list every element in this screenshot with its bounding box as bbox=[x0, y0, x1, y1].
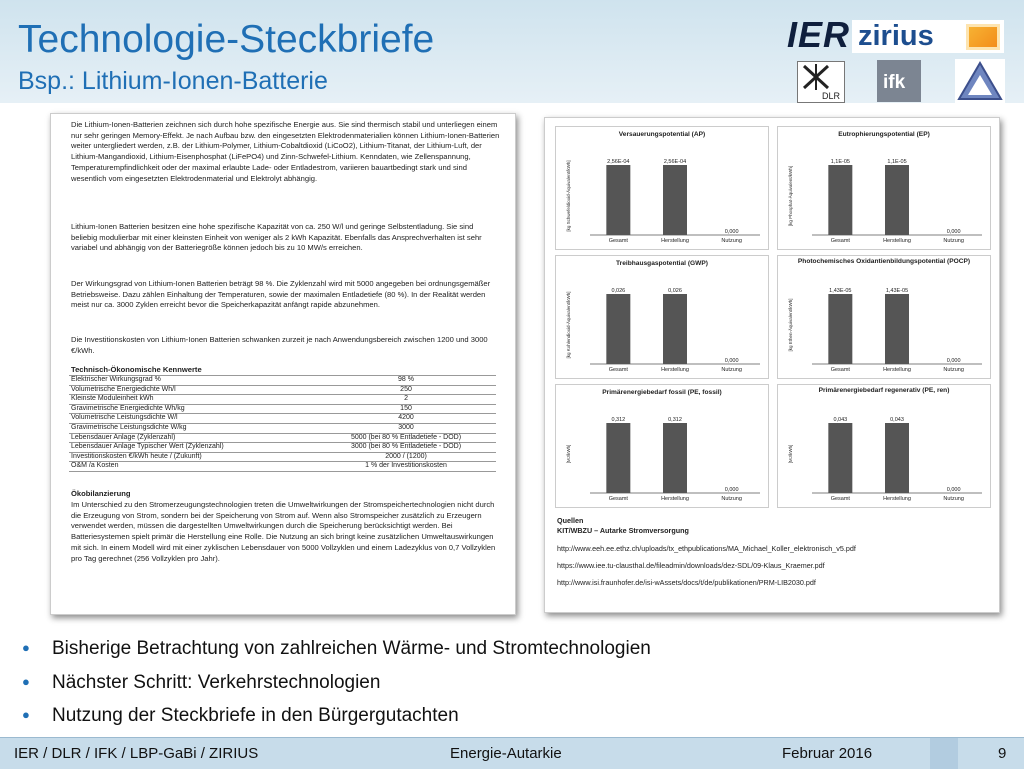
tick-label: Nutzung bbox=[721, 367, 742, 373]
kennwert-value: 98 % bbox=[316, 376, 496, 386]
bar bbox=[828, 165, 852, 235]
table-row bbox=[69, 395, 496, 405]
steckbrief-charts-page bbox=[544, 117, 1000, 613]
quellen-link-1[interactable]: http://www.eeh.ee.ethz.ch/uploads/tx_ethpublications/MA_Michael_Koller_elektronisch_v5.pdf bbox=[557, 544, 856, 553]
tick-label: Herstellung bbox=[661, 238, 689, 244]
tick-label: Herstellung bbox=[883, 238, 911, 244]
tick-label: Nutzung bbox=[943, 238, 964, 244]
table-row bbox=[69, 414, 496, 424]
table-row bbox=[69, 443, 496, 453]
zirius-logo-text: zirius bbox=[858, 20, 934, 52]
data-label: 2,56E-04 bbox=[663, 159, 687, 165]
chart-plot bbox=[556, 256, 768, 378]
table-row bbox=[69, 404, 496, 414]
bar-chart bbox=[555, 384, 769, 508]
para-efficiency: Der Wirkungsgrad von Lithium-Ionen Batterien beträgt 98 %. Die Zyklenzahl wird mit 5000 angegeben bei ordnungsgemäßer Betriebsweise. Dazu zählen Einhaltung der Temperaturen, sowie der maximalen Entladetiefe (80 %). In der Realität werden meist nur ca. 3000 Zyklen erreicht bevor die Speicherkapazität anfängt rapide abzunehmen. bbox=[71, 279, 491, 310]
kennwert-value: 2000 / (1200) bbox=[316, 452, 496, 462]
data-label: 0,000 bbox=[946, 487, 961, 493]
table-row bbox=[69, 385, 496, 395]
slide-title: Technologie-Steckbriefe bbox=[18, 18, 435, 61]
data-label: 0,026 bbox=[611, 288, 626, 294]
data-label: 2,56E-04 bbox=[607, 159, 630, 165]
oeko-heading: Ökobilanzierung bbox=[71, 489, 131, 498]
bar-chart bbox=[777, 126, 991, 250]
quellen-heading: Quellen bbox=[557, 516, 584, 525]
quellen-link-2[interactable]: https://www.iee.tu-clausthal.de/fileadmin/downloads/dez-SDL/09-Klaus_Kraemer.pdf bbox=[557, 561, 825, 570]
y-axis-label: [MJ/kWh] bbox=[788, 444, 793, 464]
triangle-icon bbox=[955, 59, 1005, 103]
data-label: 0,312 bbox=[668, 417, 682, 423]
kennwert-label: Investitionskosten €/kWh heute / (Zukunft) bbox=[69, 452, 316, 462]
zirius-square-icon bbox=[966, 24, 1000, 50]
slide-header bbox=[0, 0, 1024, 103]
bar bbox=[606, 423, 630, 493]
data-label: 0,026 bbox=[668, 288, 682, 294]
bar-chart bbox=[777, 384, 991, 508]
kennwert-label: Volumetrische Leistungsdichte W/l bbox=[69, 414, 316, 424]
bullet-dot-icon: ● bbox=[22, 707, 30, 722]
data-label: 0,000 bbox=[724, 487, 739, 493]
bullet-text: Bisherige Betrachtung von zahlreichen Wärme- und Stromtechnologien bbox=[52, 638, 651, 659]
kennwert-value: 3000 (bei 80 % Entladetiefe - DOD) bbox=[316, 443, 496, 453]
bar-chart bbox=[555, 126, 769, 250]
tick-label: Nutzung bbox=[943, 367, 964, 373]
y-axis-label: [kg Schwefeldioxid-Äquivalent/kWh] bbox=[566, 160, 571, 232]
kennwert-label: Volumetrische Energiedichte Wh/l bbox=[69, 385, 316, 395]
table-row bbox=[69, 423, 496, 433]
quellen-source: KIT/WBZU – Autarke Stromversorgung bbox=[557, 526, 689, 535]
quellen-link-3[interactable]: http://www.isi.fraunhofer.de/isi-wAssets/docs/t/de/publikationen/PRM-LIB2030.pdf bbox=[557, 578, 816, 587]
bar-chart bbox=[555, 255, 769, 379]
y-axis-label: [kg Ethen-Äquivalent/kWh] bbox=[788, 298, 793, 352]
slide-footer bbox=[0, 737, 1024, 769]
para-intro: Die Lithium-Ionen-Batterien zeichnen sich durch hohe spezifische Energie aus. Sie sind thermisch stabil und unterliegen einem nur sehr geringen Memory-Effekt. Je nach Aufbau bzw. den eingesetzten Elektrodenmaterialien können Lithium-Ionen-Batterien weiter untergliedert werden, z.B. der Lithium-Polymer, Lithium-Cobaltdioxid (LiCoO2), Lithium-Titanat, der Lithium-Luft, der Lithium-Mangandioxid, Lithium-Eisenphosphat (LiFePO4) und Zinn-Schwefel-Lithium. Kenndaten, wie Zellenspannung, Temperaturempfindlichkeit oder der maximal erlaubte Lade- oder Entladestrom, variieren bauartbedingt stark und sind wesentlich vom eingesetzten Elektrodenmaterial und Elektrolyt abhängig. bbox=[71, 120, 500, 183]
footer-date: Februar 2016 bbox=[782, 745, 873, 762]
data-label: 0,043 bbox=[890, 417, 904, 423]
bullet-text: Nutzung der Steckbriefe in den Bürgergutachten bbox=[52, 705, 459, 726]
kennwert-value: 250 bbox=[316, 385, 496, 395]
footer-topic: Energie-Autarkie bbox=[450, 745, 562, 762]
kennwert-label: Gravimetrische Energiedichte Wh/kg bbox=[69, 404, 316, 414]
chart-title: Eutrophierungspotential (EP) bbox=[838, 131, 930, 138]
bullet-item bbox=[22, 704, 459, 727]
ier-logo: IER bbox=[787, 14, 851, 55]
lbp-gabi-logo bbox=[955, 59, 1005, 103]
bar bbox=[606, 294, 630, 364]
chart-title: Photochemisches Oxidantienbildungspotential (POCP) bbox=[797, 258, 971, 265]
chart-title: Versauerungspotential (AP) bbox=[618, 131, 706, 138]
zirius-logo bbox=[852, 20, 1004, 53]
bar bbox=[606, 165, 630, 235]
bar bbox=[828, 423, 852, 493]
kennwert-value: 150 bbox=[316, 404, 496, 414]
table-heading: Technisch-Ökonomische Kennwerte bbox=[71, 365, 202, 374]
data-label: 1,1E-05 bbox=[887, 159, 907, 165]
tick-label: Gesamt bbox=[608, 367, 628, 373]
bullet-item bbox=[22, 637, 651, 660]
steckbrief-text-page bbox=[50, 113, 516, 615]
chart-plot bbox=[778, 127, 990, 249]
para-capacity: Lithium-Ionen Batterien besitzen eine hohe spezifische Kapazität von ca. 250 W/l und geringe Selbstentladung. Sie sind beliebig modulierbar mit einer kleinsten Einheit von weniger als 2 kWh Kapazität. Ebenfalls das Ansprechverhalten ist sehr variabel und abhängig von der Batteriegröße können jedoch bis zu 10 MW/s erreichen. bbox=[71, 222, 482, 253]
kennwert-value: 2 bbox=[316, 395, 496, 405]
footer-institutions: IER / DLR / IFK / LBP-GaBi / ZIRIUS bbox=[14, 745, 259, 762]
tick-label: Gesamt bbox=[608, 238, 628, 244]
tick-label: Gesamt bbox=[830, 496, 850, 502]
kennwert-label: Lebensdauer Anlage Typischer Wert (Zyklenzahl) bbox=[69, 443, 316, 453]
bar bbox=[885, 165, 909, 235]
kennwert-label: O&M /a Kosten bbox=[69, 462, 316, 472]
page-number: 9 bbox=[998, 745, 1007, 762]
data-label: 0,000 bbox=[724, 358, 739, 364]
dlr-text: DLR bbox=[822, 91, 841, 101]
tick-label: Herstellung bbox=[883, 496, 911, 502]
kennwert-label: Gravimetrische Leistungsdichte W/kg bbox=[69, 423, 316, 433]
tick-label: Nutzung bbox=[721, 496, 742, 502]
bullet-item bbox=[22, 671, 380, 694]
dlr-logo bbox=[797, 61, 845, 103]
data-label: 0,000 bbox=[946, 229, 961, 235]
y-axis-label: [MJ/kWh] bbox=[566, 444, 571, 464]
table-row bbox=[69, 376, 496, 386]
bar bbox=[663, 294, 687, 364]
bar bbox=[663, 423, 687, 493]
chart-plot bbox=[556, 127, 768, 249]
bullet-dot-icon: ● bbox=[22, 674, 30, 689]
slide-subtitle: Bsp.: Lithium-Ionen-Batterie bbox=[18, 67, 328, 95]
kennwerte-table bbox=[69, 375, 496, 472]
table-row bbox=[69, 452, 496, 462]
chart-title: Treibhausgaspotential (GWP) bbox=[616, 260, 708, 267]
data-label: 0,000 bbox=[724, 229, 739, 235]
table-row bbox=[69, 462, 496, 472]
oeko-text: Im Unterschied zu den Stromerzeugungstechnologien treten die Umweltwirkungen der Stromspeichertechnologien nicht durch die Erzeugung von Strom, sondern bei der Speicherung von Strom auf. Wenn also Stromspeicher zusätzlich zu Erzeugern verwendet werden, müssen die dargestellten Umweltwirkungen durch die Speicherung berücksichtigt werden. Bei Batteriesystemen spielt primär die Herstellung eine Rolle. Die Nutzung an sich bringt keine zusätzlichen Umweltauswirkungen mit sich. In einem Modell wird mit einer zyklischen Lebensdauer von 5000 Vollzyklen und einem Ladezyklus von 0,7 Vollzyklen pro Tag gerechnet (256 Vollzyklen pro Jahr). bbox=[71, 500, 496, 563]
bar bbox=[828, 294, 852, 364]
tick-label: Nutzung bbox=[721, 238, 742, 244]
chart-plot bbox=[778, 256, 990, 378]
data-label: 1,43E-05 bbox=[829, 288, 852, 294]
table-row bbox=[69, 433, 496, 443]
ifk-logo bbox=[877, 60, 921, 102]
tick-label: Nutzung bbox=[943, 496, 964, 502]
bar bbox=[663, 165, 687, 235]
tick-label: Gesamt bbox=[830, 367, 850, 373]
chart-title: Primärenergiebedarf fossil (PE, fossil) bbox=[602, 389, 722, 396]
y-axis-label: [kg Phosphat-Äquivalent/kWh] bbox=[788, 165, 793, 227]
ifk-text: ifk bbox=[883, 72, 906, 93]
tick-label: Herstellung bbox=[661, 367, 689, 373]
y-axis-label: [kg Kohlendioxid-Äquivalent/kWh] bbox=[566, 291, 571, 359]
bullet-dot-icon: ● bbox=[22, 640, 30, 655]
data-label: 0,000 bbox=[946, 358, 961, 364]
footer-accent-box bbox=[930, 738, 958, 769]
tick-label: Gesamt bbox=[830, 238, 850, 244]
kennwert-value: 4200 bbox=[316, 414, 496, 424]
bar bbox=[885, 294, 909, 364]
bar-chart bbox=[777, 255, 991, 379]
tick-label: Herstellung bbox=[883, 367, 911, 373]
tick-label: Gesamt bbox=[608, 496, 628, 502]
kennwert-value: 3000 bbox=[316, 423, 496, 433]
kennwert-value: 5000 (bei 80 % Entladetiefe - DOD) bbox=[316, 433, 496, 443]
data-label: 1,43E-05 bbox=[885, 288, 909, 294]
bullet-text: Nächster Schritt: Verkehrstechnologien bbox=[52, 672, 381, 693]
chart-plot bbox=[556, 385, 768, 507]
bar bbox=[885, 423, 909, 493]
data-label: 1,1E-05 bbox=[830, 159, 850, 165]
data-label: 0,312 bbox=[611, 417, 626, 423]
kennwert-label: Kleinste Moduleinheit kWh bbox=[69, 395, 316, 405]
data-label: 0,043 bbox=[833, 417, 848, 423]
kennwert-value: 1 % der Investitionskosten bbox=[316, 462, 496, 472]
tick-label: Herstellung bbox=[661, 496, 689, 502]
dlr-emblem-icon bbox=[798, 62, 844, 102]
chart-title: Primärenergiebedarf regenerativ (PE, ren) bbox=[818, 387, 950, 394]
chart-plot bbox=[778, 385, 990, 507]
para-costs: Die Investitionskosten von Lithium-Ionen Batterien schwanken zurzeit je nach Anwendungsbereich zwischen 1200 und 3000 €/kWh. bbox=[71, 335, 488, 355]
kennwert-label: Lebensdauer Anlage (Zyklenzahl) bbox=[69, 433, 316, 443]
kennwert-label: Elektrischer Wirkungsgrad % bbox=[69, 376, 316, 386]
quellen-section bbox=[557, 516, 987, 587]
